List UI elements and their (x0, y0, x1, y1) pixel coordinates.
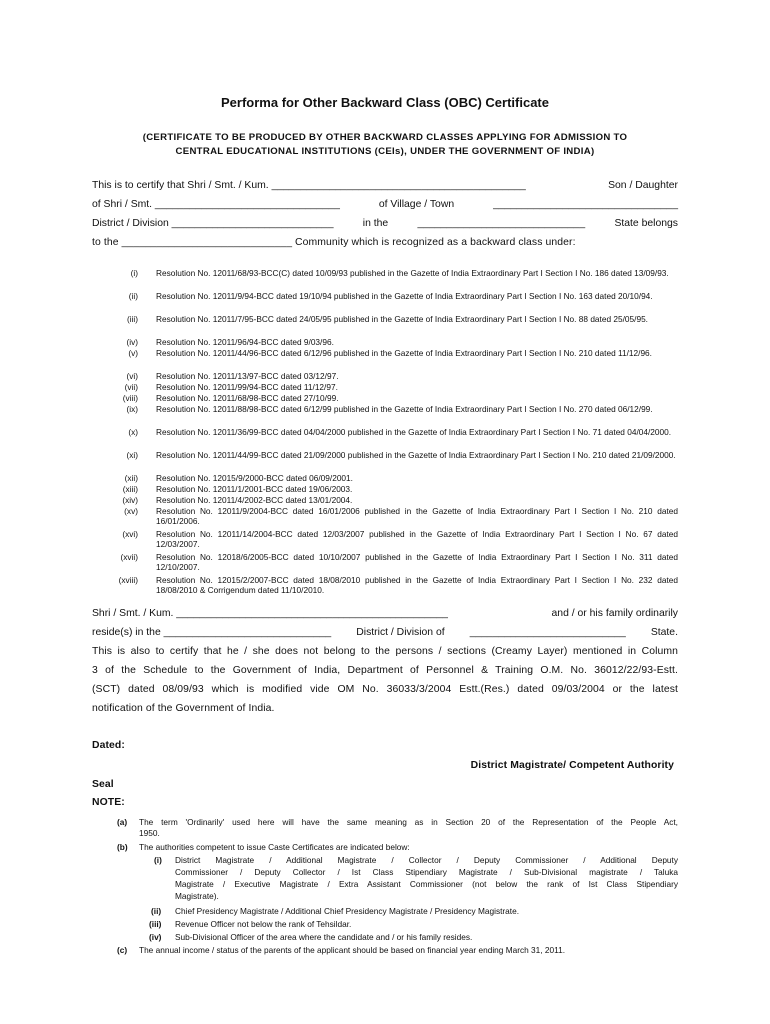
resolution-number: (i) (130, 268, 138, 278)
note-c-text: The annual income / status of the parents of the applicant should be based on financial year ending March 31, 2011. (139, 945, 566, 955)
intro-line-4: to the _____________________________ Community which is recognized as a backward class under: (92, 237, 576, 248)
note-c-label: (c) (117, 945, 128, 955)
authority-line: Chief Presidency Magistrate / Additional Chief Presidency Magistrate / Presidency Magistrate. (175, 906, 520, 916)
authority-num: (i) (154, 855, 162, 865)
resolution-text: Resolution No. 12011/68/98-BCC dated 27/10/99. (156, 393, 339, 403)
resolution-number: (ii) (128, 291, 138, 301)
seal-label: Seal (92, 779, 114, 790)
body-district-field: ___________________________ (469, 627, 626, 638)
intro-parent-field: of Shri / Smt. ________________________________ (92, 199, 340, 210)
resolution-number: (vi) (126, 371, 138, 381)
creamy-layer-line-4: notification of the Government of India. (92, 703, 275, 714)
intro-in-the: in the (362, 218, 389, 229)
body-name-field: Shri / Smt. / Kum. _______________________________________________ (92, 608, 448, 619)
resolution-text: Resolution No. 12011/7/95-BCC dated 24/05/95 published in the Gazette of India Extraordinary Part I Section I No. 88 dated 25/05/95. (156, 314, 648, 324)
resolution-text: Resolution No. 12011/44/96-BCC dated 6/12/96 published in the Gazette of India Extraordinary Part I Section I No. 210 dated 11/12/96. (156, 348, 652, 358)
resolution-text: Resolution No. 12018/6/2005-BCC dated 10/10/2007 published in the Gazette of India Extraordinary Part I Section I No. 311 dated 12/10/2007. (156, 552, 678, 572)
body-state-label: State. (650, 627, 678, 638)
intro-state-belongs: State belongs (614, 218, 678, 229)
authority-line: Magistrate / Executive Magistrate / Extra Assistant Commissioner (not below the rank of Ist Class Stipendiary (175, 879, 678, 889)
resolution-number: (ix) (126, 404, 138, 414)
resolution-text: Resolution No. 12011/44/99-BCC dated 21/09/2000 published in the Gazette of India Extraordinary Part I Section I No. 210 dated 21/09/2000. (156, 450, 676, 460)
resolution-text: Resolution No. 12015/9/2000-BCC dated 06/09/2001. (156, 473, 353, 483)
note-a-line-1: The term 'Ordinarily' used here will have the same meaning as in Section 20 of the Representation of the People Act, (139, 817, 678, 827)
body-ordinarily: and / or his family ordinarily (551, 608, 678, 619)
resolution-number: (viii) (122, 393, 138, 403)
authority-line: Commissioner / Deputy Collector / Ist Class Stipendiary Magistrate / Sub-Divisional magistrate / Taluka (175, 867, 678, 877)
subtitle-line-2: CENTRAL EDUCATIONAL INSTITUTIONS (CEIs), UNDER THE GOVERNMENT OF INDIA) (175, 146, 595, 157)
resolution-number: (xv) (124, 506, 138, 516)
resolution-text: Resolution No. 12011/13/97-BCC dated 03/12/97. (156, 371, 339, 381)
resolution-text: Resolution No. 12011/4/2002-BCC dated 13/01/2004. (156, 495, 353, 505)
resolution-text: Resolution No. 12011/9/2004-BCC dated 16/01/2006 published in the Gazette of India Extraordinary Part I Section I No. 210 dated 16/01/2006. (156, 506, 678, 526)
subtitle-line-1: (CERTIFICATE TO BE PRODUCED BY OTHER BACKWARD CLASSES APPLYING FOR ADMISSION TO (142, 132, 628, 143)
body-line-2 (92, 627, 678, 638)
signatory-label: District Magistrate/ Competent Authority (470, 760, 674, 771)
resolution-number: (xii) (124, 473, 138, 483)
intro-line-1 (92, 180, 678, 191)
resolution-text: Resolution No. 12011/36/99-BCC dated 04/04/2000 published in the Gazette of India Extraordinary Part I Section I No. 71 dated 04/04/2000. (156, 427, 672, 437)
note-b-label: (b) (117, 842, 128, 852)
intro-village-field: ________________________________ (493, 199, 678, 210)
resolution-number: (xiii) (122, 484, 138, 494)
resolution-number: (xvii) (120, 552, 138, 562)
resolution-text: Resolution No. 12011/88/98-BCC dated 6/12/99 published in the Gazette of India Extraordinary Part I Section I No. 270 dated 06/12/99. (156, 404, 653, 414)
resolution-text: Resolution No. 12011/9/94-BCC dated 19/10/94 published in the Gazette of India Extraordinary Part I Section I No. 163 dated 20/10/94. (156, 291, 653, 301)
page-title: Performa for Other Backward Class (OBC) Certificate (221, 95, 549, 110)
creamy-layer-line-3: (SCT) dated 08/09/93 which is modified vide OM No. 36033/3/2004 Estt.(Res.) dated 09/03/2004 or the latest (92, 684, 678, 695)
authority-line: Sub-Divisional Officer of the area where the candidate and / or his family resides. (175, 932, 473, 942)
resolution-number: (vii) (124, 382, 138, 392)
body-line-1 (92, 608, 678, 619)
resolution-number: (xiv) (122, 495, 138, 505)
resolution-number: (iv) (126, 337, 138, 347)
intro-name-field: This is to certify that Shri / Smt. / Kum. ____________________________________________ (92, 180, 526, 191)
authority-line: Magistrate). (175, 891, 219, 901)
resolution-text: Resolution No. 12011/96/94-BCC dated 9/03/96. (156, 337, 334, 347)
intro-district-field: District / Division ____________________________ (92, 218, 334, 229)
resolution-text: Resolution No. 12011/68/93-BCC(C) dated 10/09/93 published in the Gazette of India Extraordinary Part I Section I No. 186 dated 13/09/93. (156, 268, 669, 278)
resolution-number: (v) (128, 348, 138, 358)
resolution-text: Resolution No. 12011/14/2004-BCC dated 12/03/2007 published in the Gazette of India Extraordinary Part I Section I No. 67 dated 12/03/2007. (156, 529, 678, 549)
authority-line: District Magistrate / Additional Magistrate / Collector / Deputy Commissioner / Additional Deputy (175, 855, 678, 865)
body-reside-field: reside(s) in the _____________________________ (92, 627, 332, 638)
resolution-text: Resolution No. 12011/99/94-BCC dated 11/12/97. (156, 382, 338, 392)
intro-line-3 (92, 218, 678, 229)
intro-village-label: of Village / Town (378, 199, 455, 210)
intro-son-daughter: Son / Daughter (608, 180, 678, 191)
authority-num: (ii) (151, 906, 162, 916)
note-a-label: (a) (117, 817, 128, 827)
body-district-label: District / Division of (356, 627, 445, 638)
authority-line: Revenue Officer not below the rank of Tehsildar. (175, 919, 352, 929)
note-label: NOTE: (92, 797, 125, 808)
note-b-text: The authorities competent to issue Caste Certificates are indicated below: (139, 842, 410, 852)
dated-label: Dated: (92, 740, 125, 751)
intro-line-2 (92, 199, 678, 210)
creamy-layer-line-1: This is also to certify that he / she does not belong to the persons / sections (Creamy Layer) mentioned in Column (92, 646, 678, 657)
resolution-number: (x) (128, 427, 138, 437)
resolution-number: (xvi) (122, 529, 138, 539)
intro-state-field: _____________________________ (417, 218, 586, 229)
authority-num: (iv) (149, 932, 162, 942)
resolution-number: (iii) (126, 314, 138, 324)
creamy-layer-line-2: 3 of the Schedule to the Government of India, Department of Personnel & Training O.M. No. 36012/22/93-Estt. (92, 665, 678, 676)
authority-num: (iii) (149, 919, 162, 929)
resolution-text: Resolution No. 12015/2/2007-BCC dated 18/08/2010 published in the Gazette of India Extraordinary Part I Section I No. 232 dated 18/08/2010 & Corrigendum dated 11/10/2010. (156, 575, 678, 595)
resolution-text: Resolution No. 12011/1/2001-BCC dated 19/06/2003. (156, 484, 353, 494)
note-a-line-2: 1950. (139, 828, 160, 838)
resolution-number: (xi) (126, 450, 138, 460)
resolution-number: (xviii) (118, 575, 138, 585)
